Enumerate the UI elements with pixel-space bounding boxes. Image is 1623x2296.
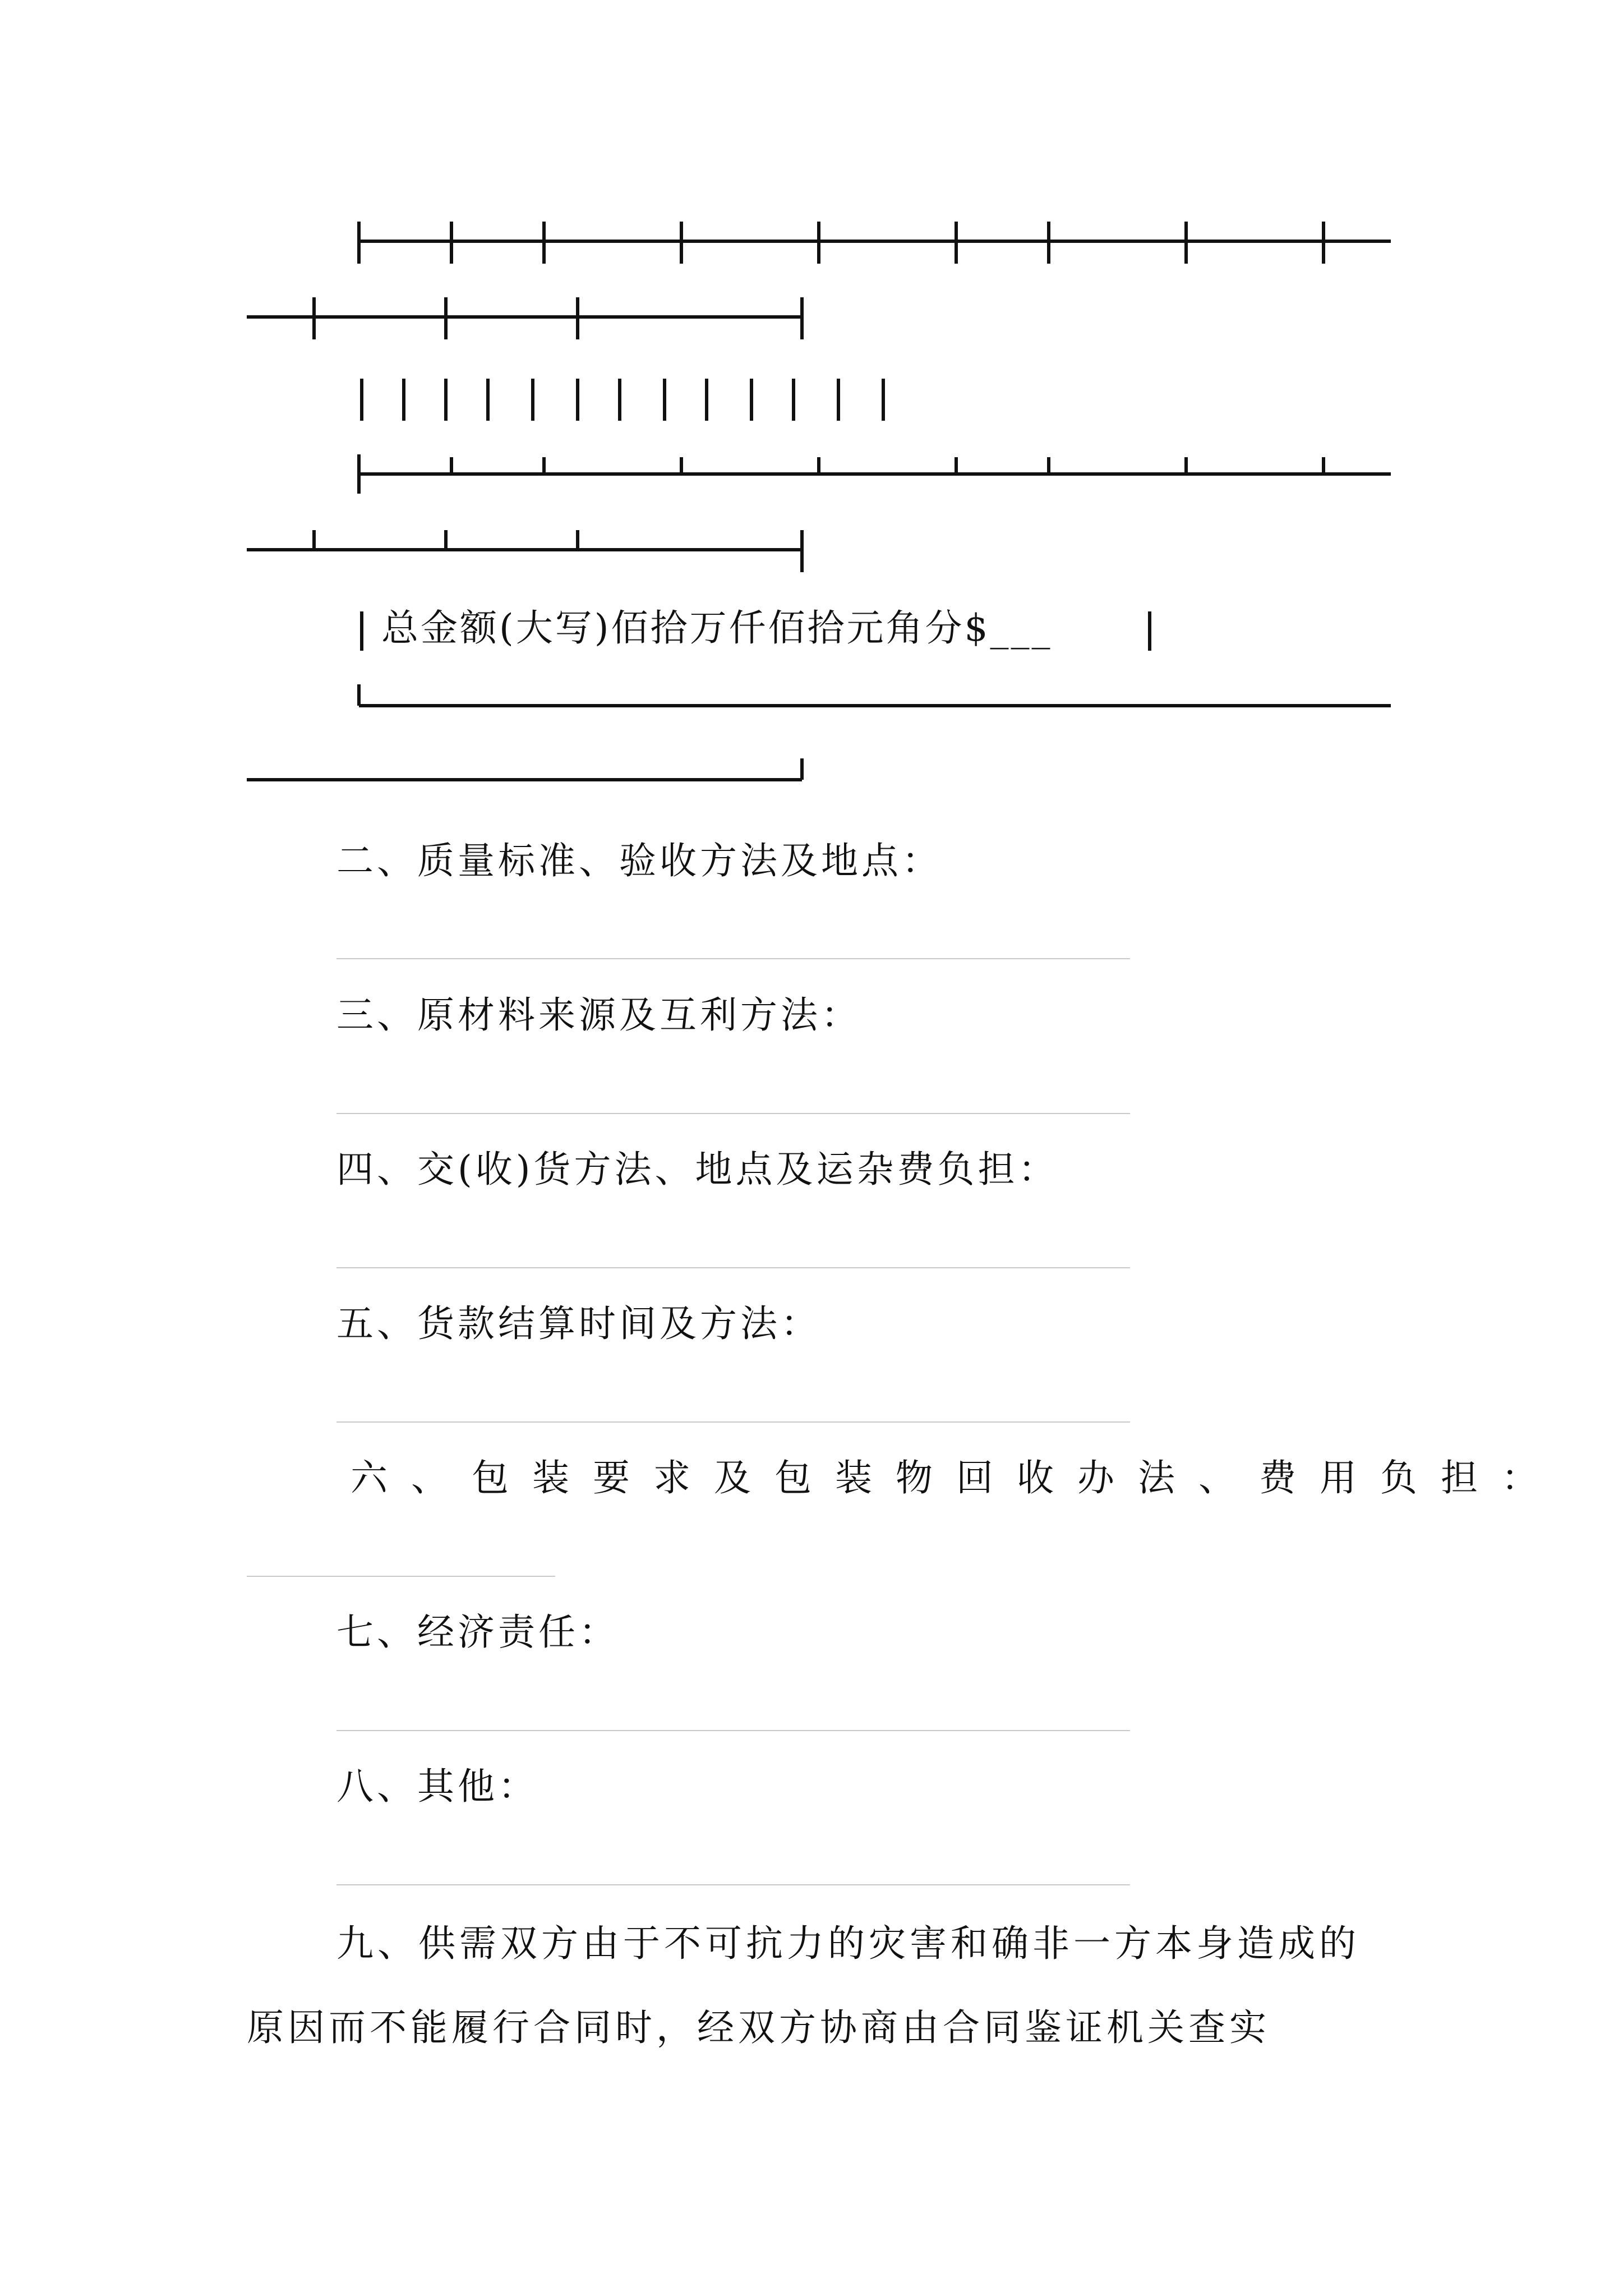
blank-line-materials bbox=[336, 1113, 1130, 1114]
blank-line-quality bbox=[336, 958, 1130, 959]
table-frame-lines bbox=[0, 0, 1623, 797]
section-liability: 七、经济责任： bbox=[336, 1611, 619, 1654]
section-quality: 二、质量标准、验收方法及地点： bbox=[336, 839, 942, 882]
total-amount-label: 总金额(大写)佰拾万仟佰拾元角分$___ bbox=[381, 606, 1053, 650]
section-materials: 三、原材料来源及互利方法： bbox=[336, 993, 861, 1037]
section-packaging: 六、包装要求及包装物回收办法、费用负担： bbox=[351, 1456, 1562, 1499]
clause-nine: 九、供需双方由于不可抗力的灾害和确非一方本身造成的原因而不能履行合同时，经双方协商由合同鉴证机关查实 bbox=[247, 1922, 1360, 2049]
blank-line-delivery bbox=[336, 1267, 1130, 1268]
section-delivery: 四、交(收)货方法、地点及运杂费负担： bbox=[336, 1148, 1059, 1191]
blank-line-payment bbox=[336, 1421, 1130, 1423]
section-payment: 五、货款结算时间及方法： bbox=[336, 1302, 821, 1345]
blank-line-other bbox=[336, 1884, 1130, 1885]
price-table-frame bbox=[0, 0, 1623, 797]
blank-line-liability bbox=[336, 1730, 1130, 1731]
blank-line-packaging bbox=[247, 1576, 555, 1577]
section-other: 八、其他： bbox=[336, 1765, 538, 1808]
